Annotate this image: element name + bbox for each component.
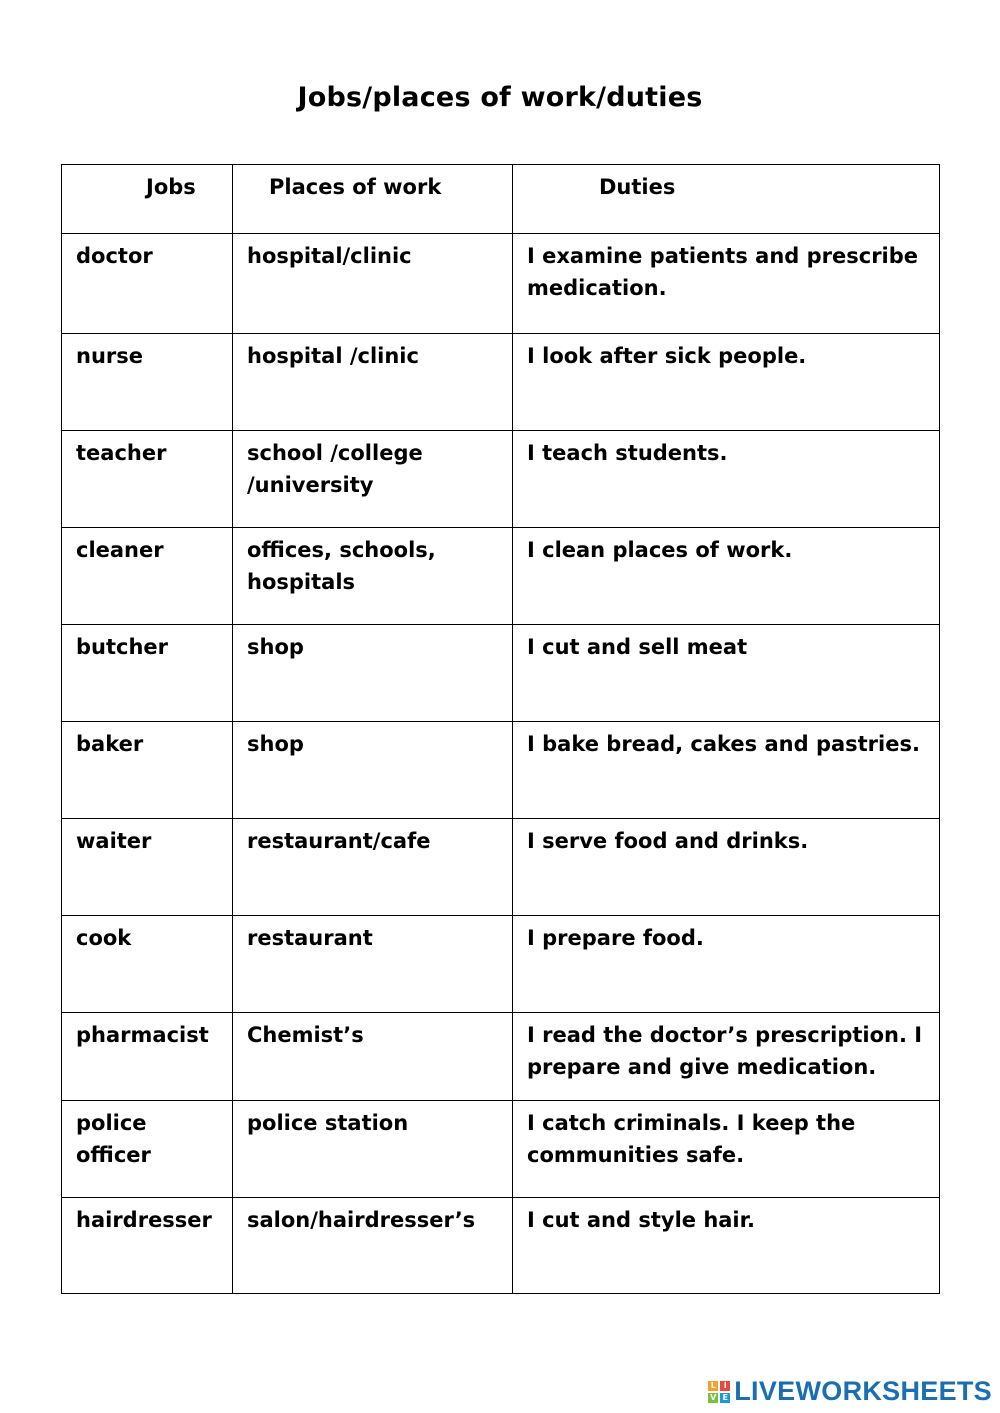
- table-row: [62, 722, 940, 819]
- place-cell: police station: [233, 1101, 513, 1198]
- job-cell: nurse: [62, 334, 233, 431]
- job-cell: cleaner: [62, 528, 233, 625]
- place-cell: hospital /clinic: [233, 334, 513, 431]
- duty-cell: I catch criminals. I keep the communities safe.: [513, 1101, 940, 1198]
- duty-cell: I prepare food.: [513, 916, 940, 1013]
- duty-cell: I read the doctor’s prescription. I prepare and give medication.: [513, 1013, 940, 1101]
- header-places-of-work: Places of work: [233, 165, 513, 234]
- jobs-table: [61, 164, 940, 1294]
- table-header-row: [62, 165, 940, 234]
- table-row: [62, 431, 940, 528]
- table-row: [62, 625, 940, 722]
- table-row: [62, 234, 940, 334]
- duty-cell: I teach students.: [513, 431, 940, 528]
- table-row: [62, 1101, 940, 1198]
- job-cell: waiter: [62, 819, 233, 916]
- job-cell: pharmacist: [62, 1013, 233, 1101]
- job-cell: teacher: [62, 431, 233, 528]
- duty-cell: I clean places of work.: [513, 528, 940, 625]
- header-duties: Duties: [513, 165, 940, 234]
- duty-cell: I cut and sell meat: [513, 625, 940, 722]
- logo-mark-l: L: [708, 1381, 718, 1391]
- place-cell: shop: [233, 625, 513, 722]
- logo-text: LIVEWORKSHEETS: [734, 1376, 992, 1406]
- logo-mark-v: V: [710, 1392, 717, 1402]
- table-row: [62, 916, 940, 1013]
- table-row: [62, 1013, 940, 1101]
- header-jobs: Jobs: [62, 165, 233, 234]
- liveworksheets-logo: [708, 1376, 992, 1407]
- duty-cell: I cut and style hair.: [513, 1198, 940, 1294]
- table-row: [62, 1198, 940, 1294]
- job-cell: doctor: [62, 234, 233, 334]
- liveworksheets-logo-icon: [708, 1381, 730, 1403]
- table-row: [62, 819, 940, 916]
- table-row: [62, 334, 940, 431]
- page-title: Jobs/places of work/duties: [297, 82, 703, 113]
- duty-cell: I examine patients and prescribe medication.: [513, 234, 940, 334]
- job-cell: butcher: [62, 625, 233, 722]
- logo-mark-e: E: [720, 1393, 730, 1403]
- place-cell: shop: [233, 722, 513, 819]
- job-cell: hairdresser: [62, 1198, 233, 1294]
- place-cell: hospital/clinic: [233, 234, 513, 334]
- job-cell: cook: [62, 916, 233, 1013]
- place-cell: Chemist’s: [233, 1013, 513, 1101]
- place-cell: salon/hairdresser’s: [233, 1198, 513, 1294]
- job-cell: baker: [62, 722, 233, 819]
- job-cell: police officer: [62, 1101, 233, 1198]
- duty-cell: I bake bread, cakes and pastries.: [513, 722, 940, 819]
- logo-mark-i: I: [720, 1381, 730, 1391]
- place-cell: restaurant: [233, 916, 513, 1013]
- place-cell: restaurant/cafe: [233, 819, 513, 916]
- place-cell: school /college /university: [233, 431, 513, 528]
- duty-cell: I serve food and drinks.: [513, 819, 940, 916]
- table-row: [62, 528, 940, 625]
- place-cell: offices, schools, hospitals: [233, 528, 513, 625]
- duty-cell: I look after sick people.: [513, 334, 940, 431]
